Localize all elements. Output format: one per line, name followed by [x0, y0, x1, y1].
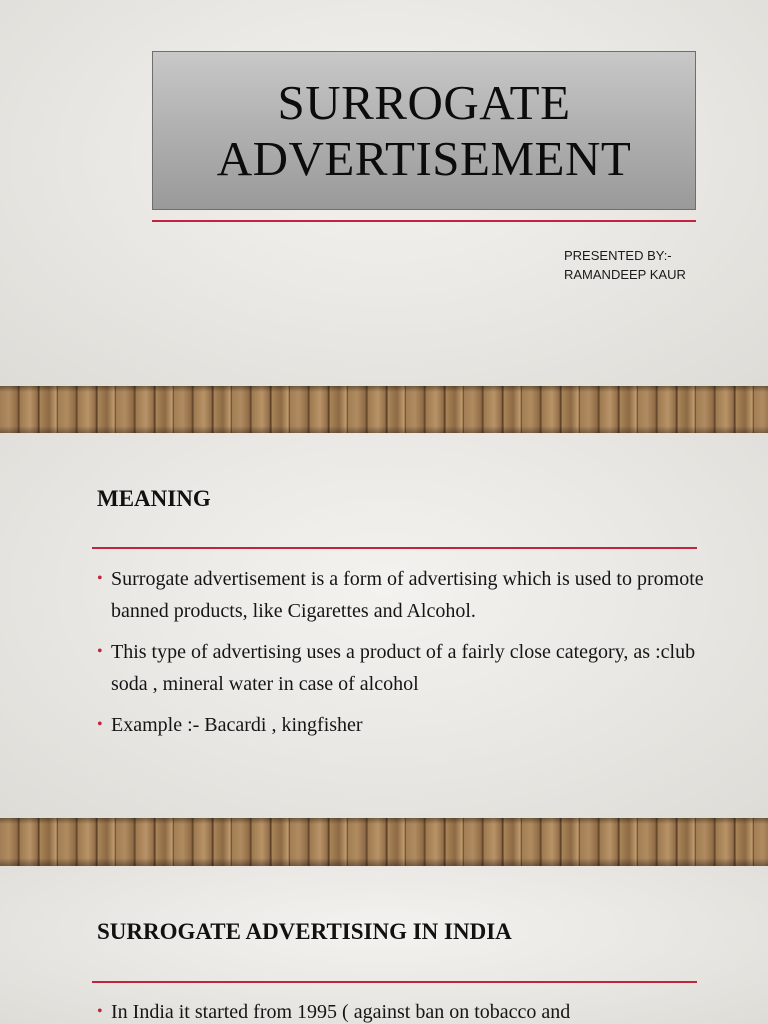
bullet-text: In India it started from 1995 ( against ban on tobacco and	[111, 1001, 571, 1023]
bullet-list	[97, 563, 707, 750]
bullet-text: This type of advertising uses a product of a fairly close category, as :club soda , mineral water in case of alcohol	[111, 641, 696, 695]
heading-divider	[92, 981, 697, 983]
wood-floor-divider	[0, 818, 768, 866]
presenter-block	[564, 246, 686, 284]
bullet-icon: •	[97, 643, 103, 660]
title-line-2: ADVERTISEMENT	[216, 130, 632, 186]
list-item	[97, 996, 707, 1024]
bullet-icon: •	[97, 570, 103, 587]
list-item	[97, 563, 707, 627]
presenter-label: PRESENTED BY:-	[564, 248, 672, 263]
bullet-icon: •	[97, 1003, 103, 1020]
slide-india	[0, 866, 768, 1024]
title-divider	[152, 220, 696, 222]
bullet-list	[97, 996, 707, 1024]
slide-meaning	[0, 433, 768, 818]
slide-heading: SURROGATE ADVERTISING IN INDIA	[97, 919, 512, 944]
bullet-icon: •	[97, 716, 103, 733]
slide-heading: MEANING	[97, 486, 211, 511]
presenter-name: RAMANDEEP KAUR	[564, 267, 686, 282]
slide-title	[0, 0, 768, 386]
list-item	[97, 636, 707, 700]
wood-floor-divider	[0, 386, 768, 433]
title-line-1: SURROGATE	[277, 74, 571, 130]
heading-divider	[92, 547, 697, 549]
title-box	[152, 51, 696, 210]
bullet-text: Surrogate advertisement is a form of advertising which is used to promote banned products, like Cigarettes and Alcohol.	[111, 568, 704, 622]
list-item	[97, 709, 707, 741]
bullet-text: Example :- Bacardi , kingfisher	[111, 714, 363, 736]
